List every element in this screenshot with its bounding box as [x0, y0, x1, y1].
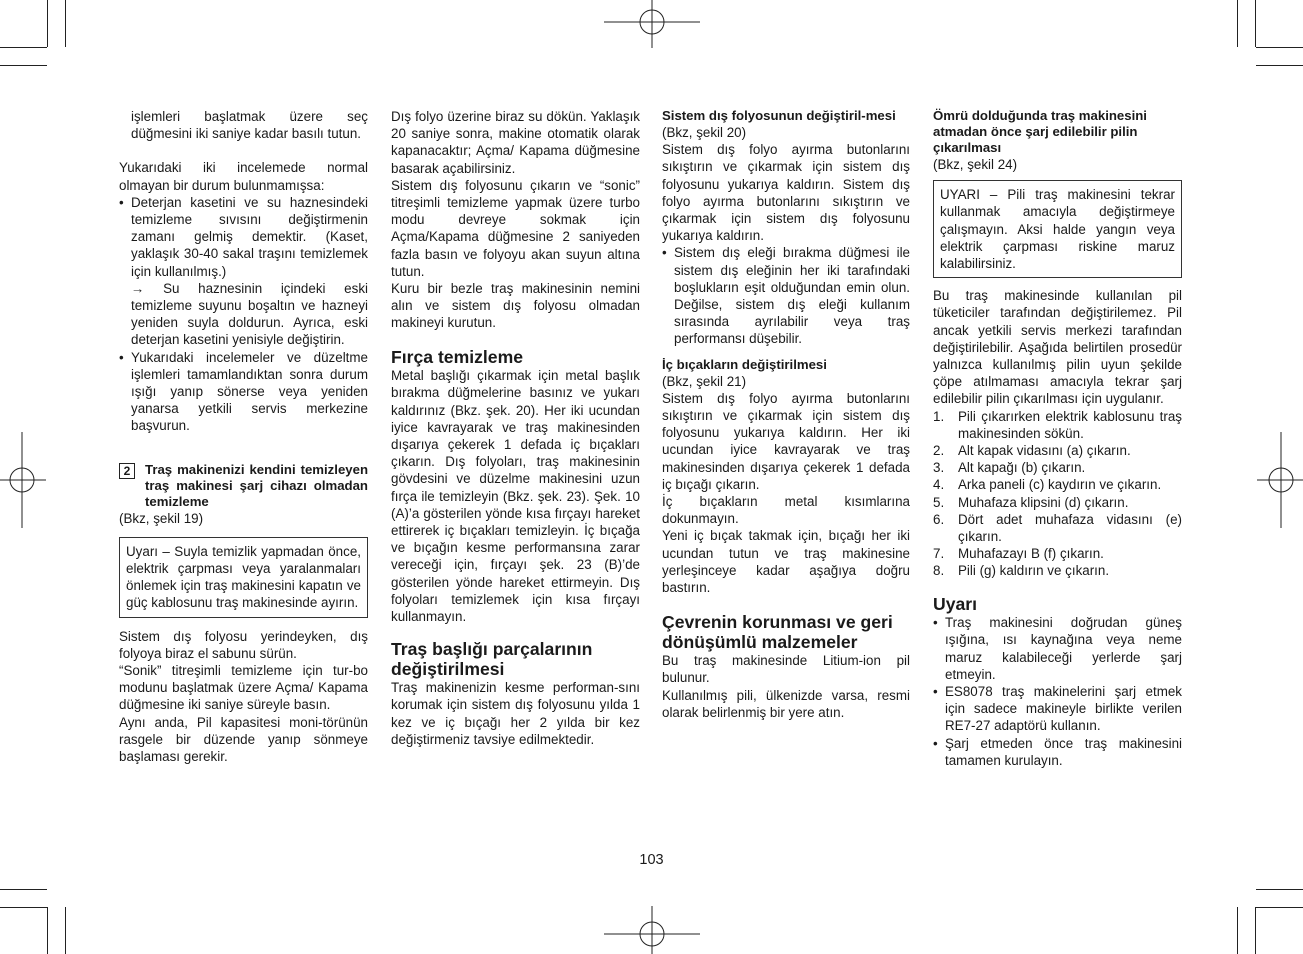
registration-mark-right	[1257, 432, 1303, 528]
step-text: Muhafazayı B (f) çıkarın.	[958, 546, 1104, 562]
step-number: 4.	[933, 477, 945, 493]
crop-mark	[0, 907, 47, 908]
crop-mark	[1255, 907, 1256, 954]
list-item: • Şarj etmeden önce traş makinesini tamamen kurulayın.	[933, 735, 1182, 769]
step-number: 8.	[933, 563, 945, 579]
column-2	[391, 108, 640, 748]
paragraph: “Sonik” titreşimli temizleme için tur-bo modunu başlatmak üzere Açma/ Kapama düğmesine iki saniye süreyle basın.	[119, 663, 368, 713]
step-item	[933, 476, 1182, 493]
step-number: 5.	[933, 494, 945, 510]
column-1	[119, 108, 368, 765]
step-item	[933, 408, 1182, 442]
paragraph: işlemleri başlatmak üzere seç düğmesini iki saniye kadar basılı tutun.	[131, 109, 368, 142]
heading-brush-cleaning: Fırça temizleme	[391, 346, 524, 367]
crop-mark	[47, 0, 48, 47]
bullet-list	[662, 244, 910, 347]
paragraph: Kuru bir bezle traş makinesinin nemini alın ve sistem dış folyosu olmadan makineyi kurutun.	[391, 281, 640, 331]
figure-reference: (Bkz, şekil 19)	[119, 510, 204, 526]
list-item-text: Deterjan kasetini ve su haznesindeki temizleme sıvısını değiştirmenin zamanı gelmiş demektir. (Kaset, yaklaşık 30-40 sakal traşını temizlemek için kullanılmış.)	[131, 194, 368, 279]
step-text: Muhafaza klipsini (d) çıkarın.	[958, 494, 1129, 510]
crop-mark	[1255, 0, 1256, 47]
paragraph: İç bıçakların metal kısımlarına dokunmayın.	[662, 494, 910, 527]
heading-battery-removal: Ömrü dolduğunda traş makinesini atmadan önce şarj edilebilir pilin çıkarılması	[933, 108, 1147, 155]
section-heading	[119, 462, 368, 510]
crop-mark	[47, 907, 48, 954]
paragraph: Bu traş makinesinde kullanılan pil tüketiciler tarafından değiştirilemez. Pil ancak yetkili servis merkezi tarafından değiştirilebilir. Aşağıda belirtilen prosedür yalnızca kullanılmış pilin uyun şekilde çöpe atılmaması amacıyla tekrar şarj edilebilir pilin çıkarılması için uygulanır.	[933, 288, 1182, 407]
paragraph: Bu traş makinesinde Litium-ion pil bulunur.	[662, 653, 910, 686]
step-number: 1.	[933, 408, 945, 424]
list-item: • Sistem dış eleği bırakma düğmesi ile sistem dış eleğinin her iki tarafındaki boşlukların eşit olduğundan emin olun. Değilse, sistem dış eleği kullanım sırasında ayrılabilir veya traş performansı düşebilir.	[662, 244, 910, 347]
step-item	[933, 562, 1182, 579]
figure-reference: (Bkz, şekil 21)	[662, 373, 747, 389]
warning-text: Uyarı – Suyla temizlik yapmadan önce, elektrik çarpması veya yaralanmaları önlemek için traş makinesini kapatın ve güç kablosunu traş makinesinde ayırın.	[126, 543, 361, 611]
paragraph: Sistem dış folyosunu çıkarın ve “sonic” titreşimli temizleme yapmak üzere turbo modu devreye sokmak için Açma/Kapama düğmesine 2 saniyeden fazla basın ve folyoyu akan suyun altına tutun.	[391, 177, 640, 279]
numbered-steps	[933, 408, 1182, 580]
step-number: 7.	[933, 546, 945, 562]
step-text: Arka paneli (c) kaydırın ve çıkarın.	[958, 477, 1162, 493]
bullet-list	[119, 194, 368, 435]
heading-environment: Çevrenin korunması ve geri dönüşümlü malzemeler	[662, 612, 893, 652]
paragraph: Yukarıdaki iki incelemede normal olmayan bir durum bulunmamışsa:	[119, 160, 368, 193]
section-title: Traş makinenizi kendini temizleyen traş makinesi şarj cihazı olmadan temizleme	[145, 461, 368, 509]
crop-mark	[1256, 47, 1303, 48]
paragraph: Kullanılmış pili, ülkenizde varsa, resmi olarak belirlenmiş bir yere atın.	[662, 687, 910, 720]
bullet-list	[933, 614, 1182, 769]
paragraph: Sistem dış folyosu yerindeyken, dış folyoya biraz el sabunu sürün.	[119, 628, 368, 661]
paragraph: Sistem dış folyo ayırma butonlarını sıkıştırın ve çıkarmak için sistem dış folyosunu yukarıya kaldırın. Her iki ucundan iyice kavrayarak ve traş makinesinden dışarıya çekerek 1 defada iç bıçağı çıkarın.	[662, 390, 910, 492]
crop-mark	[1256, 65, 1303, 66]
paragraph: Traş makinenizin kesme performan-sını korumak için sistem dış folyosunu yılda 1 kez ve iç bıçağı her 2 yılda bir kez değiştirmeniz tavsiye edilmektedir.	[391, 680, 640, 747]
section-number-badge: 2	[119, 463, 135, 479]
crop-mark	[0, 889, 47, 890]
step-item	[933, 494, 1182, 511]
step-item	[933, 459, 1182, 476]
paragraph: Sistem dış folyo ayırma butonlarını sıkıştırın ve çıkarmak için sistem dış folyosunu yukarıya kaldırın. Sistem dış folyo ayırma butonlarını sıkıştırın ve çıkarmak için sistem dış folyosunu yukarıya kaldırın.	[662, 142, 910, 244]
list-item: • ES8078 traş makinelerini şarj etmek için sadece makineyle birlikte verilen RE7-27 adaptörü kullanın.	[933, 683, 1182, 735]
figure-reference: (Bkz, şekil 24)	[933, 157, 1018, 172]
heading-foil-replacement: Sistem dış folyosunun değiştiril-mesi	[662, 108, 896, 123]
paragraph: Dış folyo üzerine biraz su dökün. Yaklaşık 20 saniye sonra, makine otomatik olarak kapanacaktır; Açma/ Kapama düğmesine basarak açabilirsiniz.	[391, 109, 640, 176]
page-number: 103	[639, 852, 664, 868]
column-3	[662, 108, 910, 721]
registration-mark-bottom	[604, 906, 700, 954]
arrow-note: → Su haznesinin içindeki eski temizleme suyunu boşaltın ve hazneyi yeniden suyla doldurun. Ayrıca, eski deterjan kasetini yenisiyle değiştirin.	[131, 280, 368, 348]
step-text: Alt kapak vidasını (a) çıkarın.	[958, 443, 1131, 459]
step-number: 2.	[933, 443, 945, 459]
step-number: 6.	[933, 511, 945, 527]
step-item	[933, 442, 1182, 459]
paragraph: Aynı anda, Pil kapasitesi moni-törünün rasgele bir düzende yanıp sönmeye başlaması gerekir.	[119, 714, 368, 765]
paragraph: Metal başlığı çıkarmak için metal başlık bırakma düğmelerine basınız ve yukarı kaldırınız (Bkz. şek. 20). Her iki ucundan iyice kavrayarak ve traş makinesinden dışarıya çekerek 1 defada iç bıçakları çıkarın. Dış folyoları, traş makinesinin gövdesini ve düzelme makinesini uzun fırça ile temizleyin (Bkz. şek. 23). Şek. 10 (A)’a gösterilen yönde kısa fırçayı hareket ettirerek iç bıçakları temizleyin. İç bıçağa ve bıçağın kesme performansına zarar vereceği için, fırçayı şek. 23 (B)’de gösterilen yönde hareket ettirmeyin. Dış folyoları temizlemek için kısa fırçayı kullanmayın.	[391, 368, 640, 624]
warning-box	[119, 537, 368, 618]
step-item	[933, 511, 1182, 545]
crop-mark	[65, 907, 66, 954]
figure-reference: (Bkz, şekil 20)	[662, 125, 747, 140]
heading-head-parts: Traş başlığı parçalarının değiştirilmesi	[391, 639, 593, 679]
step-text: Pili (g) kaldırın ve çıkarın.	[958, 563, 1110, 579]
column-4	[933, 108, 1182, 769]
list-item: • Traş makinesini doğrudan güneş ışığına, ısı kaynağına veya neme maruz kalabileceği yerlerde şarj etmeyin.	[933, 614, 1182, 683]
heading-warning: Uyarı	[933, 593, 978, 614]
list-item: • Yukarıdaki incelemeler ve düzeltme işlemleri tamamlandıktan sonra durum ışığı yanıp sönerse veya yeniden yanarsa yetkili servis merkezine başvurun.	[119, 349, 368, 435]
heading-blade-replacement: İç bıçakların değiştirilmesi	[662, 356, 827, 372]
warning-box	[933, 180, 1182, 278]
registration-mark-left	[0, 432, 46, 528]
crop-mark	[0, 65, 47, 66]
crop-mark	[1256, 889, 1303, 890]
warning-text: UYARI – Pili traş makinesini tekrar kullanmak amacıyla değiştirmeye çalışmayın. Aksi halde yangın veya elektrik çarpması riskine maruz kalabilirsiniz.	[940, 187, 1175, 272]
step-text: Dört adet muhafaza vidasını (e) çıkarın.	[958, 511, 1182, 545]
crop-mark	[0, 47, 47, 48]
crop-mark	[1237, 0, 1238, 47]
crop-mark	[65, 0, 66, 47]
paragraph: Yeni iç bıçak takmak için, bıçağı her iki ucundan tutun ve traş makinesine yerleşinceye kadar aşağıya doğru bastırın.	[662, 528, 910, 596]
step-text: Alt kapağı (b) çıkarın.	[958, 460, 1086, 476]
list-item	[119, 194, 368, 349]
crop-mark	[1256, 907, 1303, 908]
crop-mark	[1237, 907, 1238, 954]
registration-mark-top	[604, 0, 700, 48]
step-item	[933, 545, 1182, 562]
step-text: Pili çıkarırken elektrik kablosunu traş makinesinden sökün.	[958, 408, 1182, 441]
step-number: 3.	[933, 460, 945, 476]
